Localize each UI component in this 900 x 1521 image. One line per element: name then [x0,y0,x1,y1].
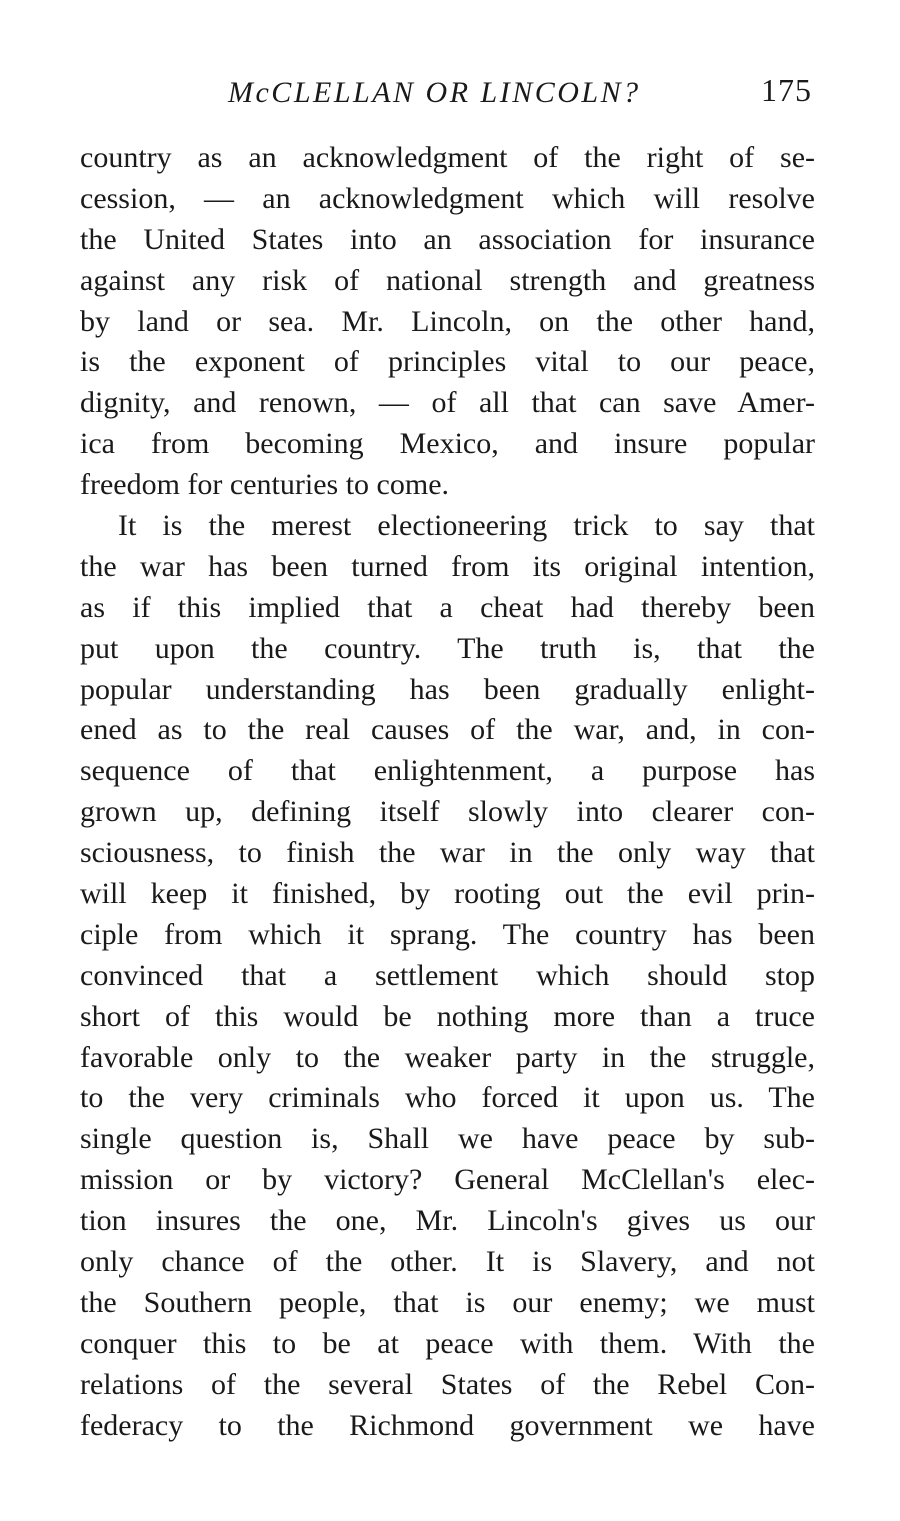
text-line: grown up, defining itself slowly into clearer con- [80,795,815,829]
text-line: the Southern people, that is our enemy; we must [80,1285,815,1319]
text-line: sciousness, to finish the war in the only way that [80,836,815,870]
text-line: single question is, Shall we have peace by sub- [80,1122,815,1156]
text-line: conquer this to be at peace with them. With the [80,1326,815,1360]
text-line: to the very criminals who forced it upon us. The [80,1081,815,1115]
body-text [80,138,815,1447]
text-line: convinced that a settlement which should stop [80,958,815,992]
text-line: federacy to the Richmond government we have [80,1408,815,1442]
text-line: relations of the several States of the Rebel Con- [80,1367,815,1401]
text-line: ened as to the real causes of the war, and, in con- [80,713,815,747]
text-line: is the exponent of principles vital to our peace, [80,345,815,379]
text-line: tion insures the one, Mr. Lincoln's gives us our [80,1204,815,1238]
page-header [80,72,822,122]
text-line: against any risk of national strength and greatness [80,263,815,297]
text-line: as if this implied that a cheat had thereby been [80,590,815,624]
text-line: country as an acknowledgment of the right of se- [80,141,815,174]
paragraph [80,506,815,1446]
text-line: favorable only to the weaker party in the struggle, [80,1040,815,1074]
text-line: put upon the country. The truth is, that the [80,631,815,665]
text-line: sequence of that enlightenment, a purpose has [80,754,815,788]
text-line: ciple from which it sprang. The country has been [80,917,815,951]
text-line: the United States into an association for insurance [80,222,815,256]
text-line: freedom for centuries to come. [80,468,450,502]
text-line: short of this would be nothing more than a truce [80,999,815,1033]
text-line: by land or sea. Mr. Lincoln, on the other hand, [80,304,815,338]
text-line: It is the merest electioneering trick to say that [118,509,815,543]
text-line: ica from becoming Mexico, and insure popular [80,427,815,461]
page-number: 175 [761,72,812,108]
text-line: cession, — an acknowledgment which will resolve [80,181,815,215]
text-line: dignity, and renown, — of all that can save Amer- [80,386,815,420]
running-head: McCLELLAN OR LINCOLN? [228,76,641,109]
text-line: mission or by victory? General McClellan's elec- [80,1163,815,1197]
text-line: will keep it finished, by rooting out the evil prin- [80,877,815,911]
text-line: popular understanding has been gradually enlight- [80,672,815,706]
text-line: only chance of the other. It is Slavery, and not [80,1245,815,1279]
paragraph [80,138,815,506]
text-line: the war has been turned from its original intention, [80,549,815,583]
